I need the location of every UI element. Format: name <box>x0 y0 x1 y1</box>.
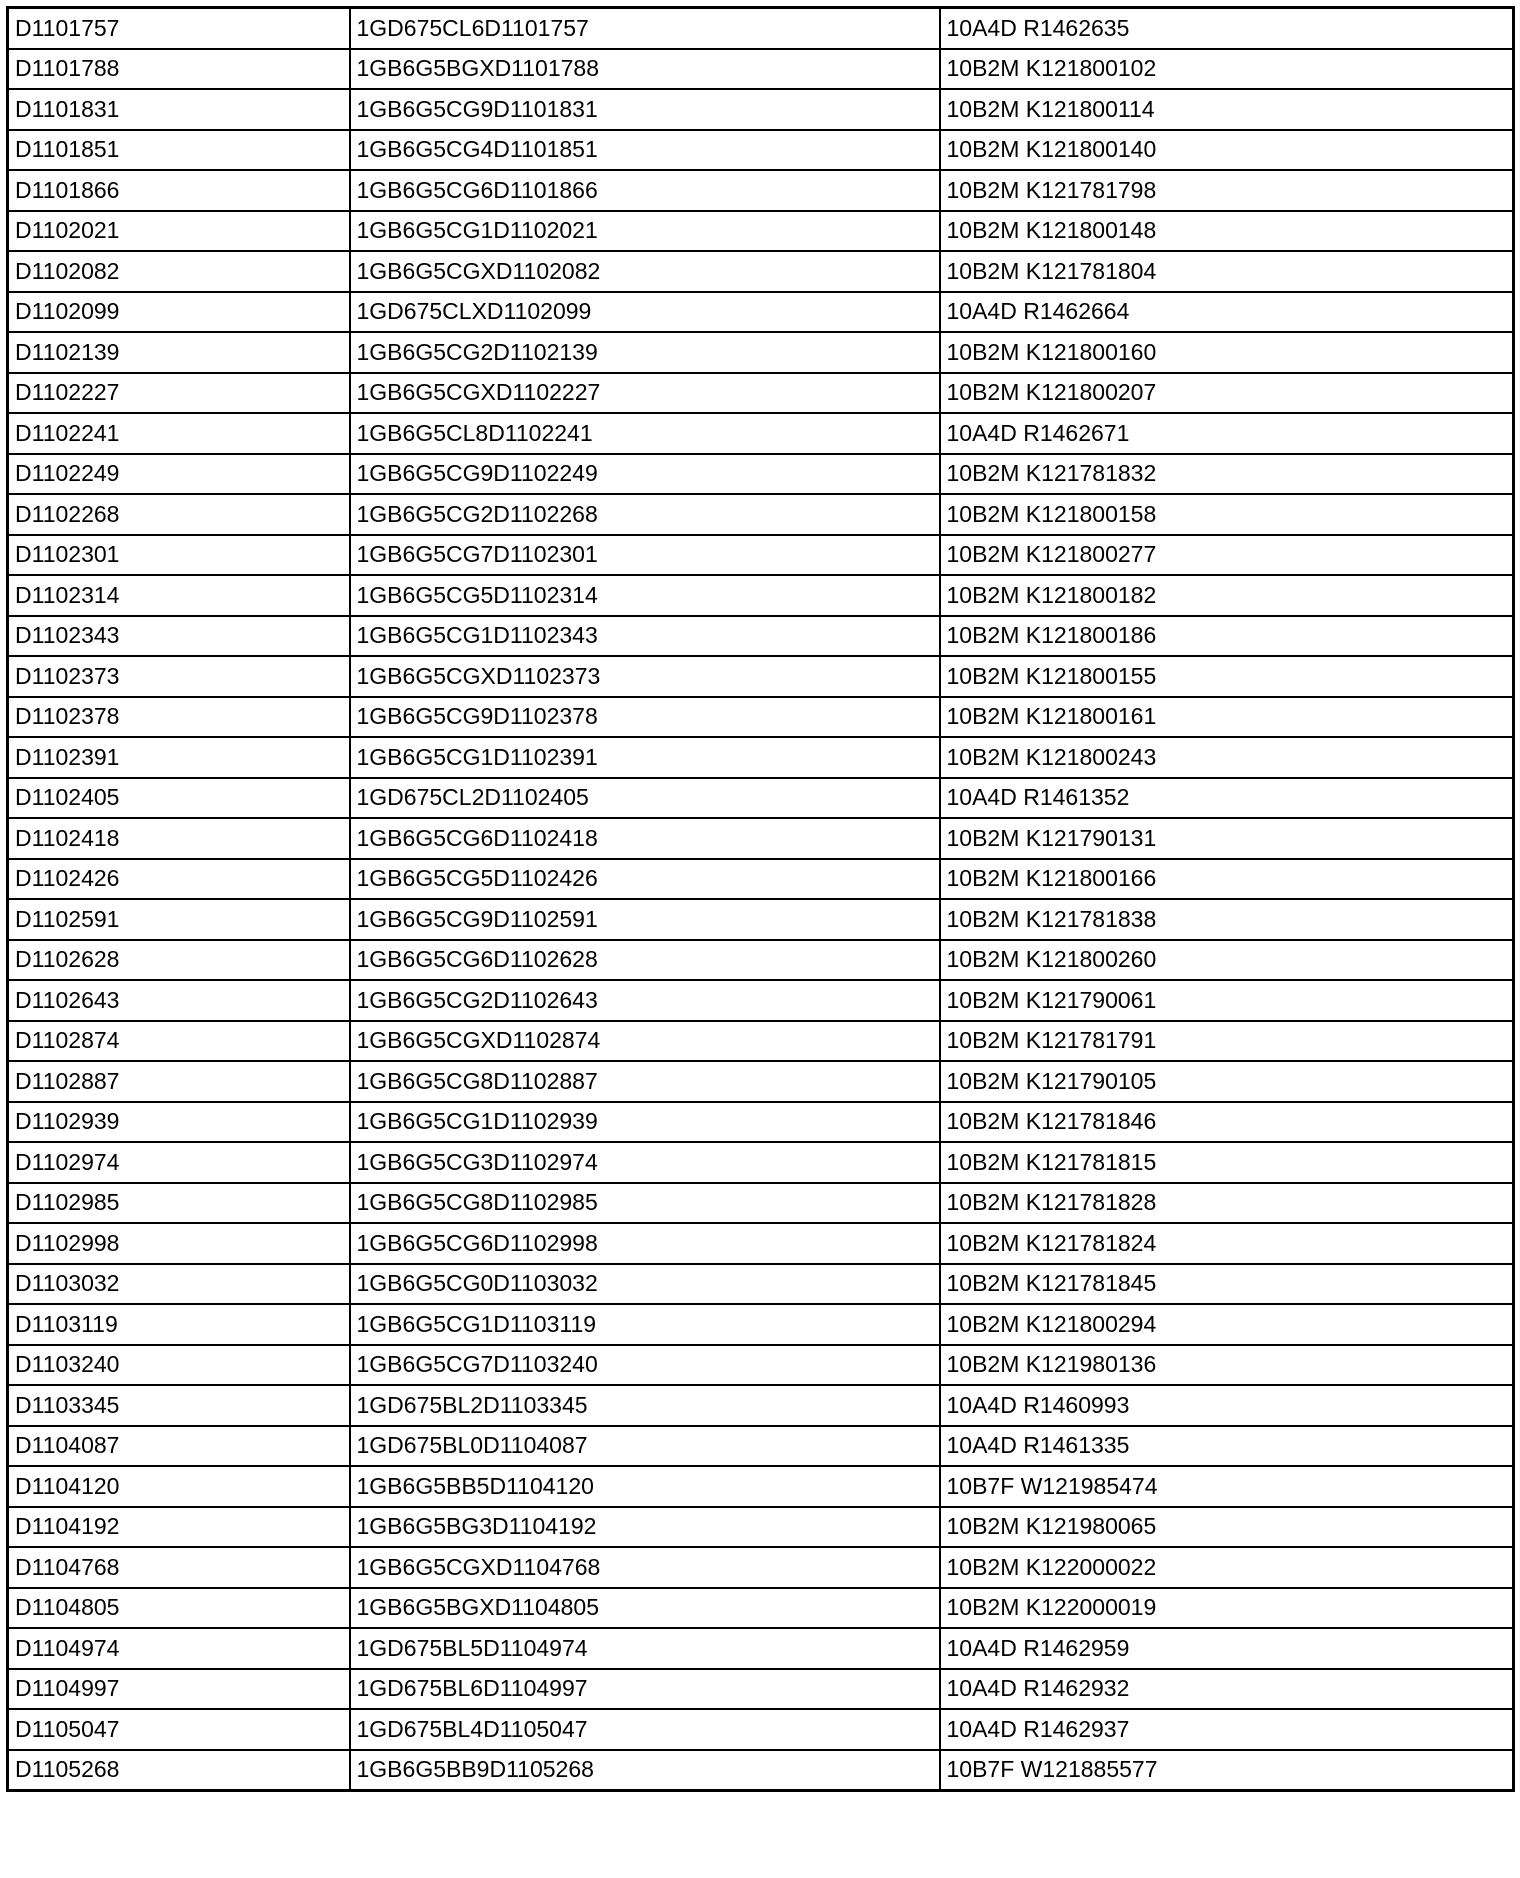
stock-number-cell: D1102998 <box>8 1223 350 1264</box>
engine-code-cell: 10B2M K122000022 <box>940 1547 1514 1588</box>
engine-code-cell: 10A4D R1461335 <box>940 1426 1514 1467</box>
stock-number-cell: D1102985 <box>8 1183 350 1224</box>
engine-code-cell: 10B2M K121800207 <box>940 373 1514 414</box>
table-row <box>8 1264 1514 1305</box>
vin-cell: 1GB6G5CG0D1103032 <box>350 1264 940 1305</box>
stock-number-cell: D1103119 <box>8 1304 350 1345</box>
engine-code-cell: 10A4D R1462664 <box>940 292 1514 333</box>
vin-cell: 1GB6G5CG7D1102301 <box>350 535 940 576</box>
stock-number-cell: D1101788 <box>8 49 350 90</box>
table-row <box>8 1669 1514 1710</box>
vin-cell: 1GB6G5CG2D1102268 <box>350 494 940 535</box>
engine-code-cell: 10B2M K121800182 <box>940 575 1514 616</box>
engine-code-cell: 10B2M K121800158 <box>940 494 1514 535</box>
vin-cell: 1GB6G5CG2D1102139 <box>350 332 940 373</box>
engine-code-cell: 10A4D R1462671 <box>940 413 1514 454</box>
stock-number-cell: D1102378 <box>8 697 350 738</box>
table-row <box>8 697 1514 738</box>
table-row <box>8 494 1514 535</box>
stock-number-cell: D1104805 <box>8 1588 350 1629</box>
engine-code-cell: 10B2M K121800161 <box>940 697 1514 738</box>
vin-cell: 1GB6G5CGXD1104768 <box>350 1547 940 1588</box>
stock-number-cell: D1104768 <box>8 1547 350 1588</box>
vin-cell: 1GB6G5BGXD1101788 <box>350 49 940 90</box>
stock-number-cell: D1104974 <box>8 1628 350 1669</box>
stock-number-cell: D1102591 <box>8 899 350 940</box>
engine-code-cell: 10B7F W121985474 <box>940 1466 1514 1507</box>
stock-number-cell: D1103032 <box>8 1264 350 1305</box>
table-row <box>8 899 1514 940</box>
engine-code-cell: 10A4D R1462932 <box>940 1669 1514 1710</box>
table-row <box>8 211 1514 252</box>
vin-cell: 1GB6G5CG9D1101831 <box>350 89 940 130</box>
engine-code-cell: 10B2M K121800148 <box>940 211 1514 252</box>
table-row <box>8 1709 1514 1750</box>
engine-code-cell: 10A4D R1462959 <box>940 1628 1514 1669</box>
table-row <box>8 575 1514 616</box>
table-row <box>8 89 1514 130</box>
table-row <box>8 332 1514 373</box>
vin-cell: 1GD675BL2D1103345 <box>350 1385 940 1426</box>
stock-number-cell: D1102314 <box>8 575 350 616</box>
stock-number-cell: D1105047 <box>8 1709 350 1750</box>
engine-code-cell: 10B2M K121781824 <box>940 1223 1514 1264</box>
table-row <box>8 778 1514 819</box>
stock-number-cell: D1102301 <box>8 535 350 576</box>
engine-code-cell: 10A4D R1461352 <box>940 778 1514 819</box>
stock-number-cell: D1101866 <box>8 170 350 211</box>
vin-cell: 1GB6G5CGXD1102227 <box>350 373 940 414</box>
vin-cell: 1GD675BL5D1104974 <box>350 1628 940 1669</box>
engine-code-cell: 10B2M K121800243 <box>940 737 1514 778</box>
vin-cell: 1GB6G5CGXD1102874 <box>350 1021 940 1062</box>
table-row <box>8 1507 1514 1548</box>
table-row <box>8 616 1514 657</box>
table-row <box>8 251 1514 292</box>
vin-cell: 1GB6G5CG5D1102426 <box>350 859 940 900</box>
engine-code-cell: 10B2M K121800277 <box>940 535 1514 576</box>
stock-number-cell: D1103345 <box>8 1385 350 1426</box>
stock-number-cell: D1102343 <box>8 616 350 657</box>
engine-code-cell: 10B2M K121800186 <box>940 616 1514 657</box>
stock-number-cell: D1104997 <box>8 1669 350 1710</box>
stock-number-cell: D1102139 <box>8 332 350 373</box>
engine-code-cell: 10B2M K121800102 <box>940 49 1514 90</box>
vin-cell: 1GB6G5CG1D1102343 <box>350 616 940 657</box>
vin-cell: 1GB6G5CG3D1102974 <box>350 1142 940 1183</box>
engine-code-cell: 10B2M K121781838 <box>940 899 1514 940</box>
stock-number-cell: D1102249 <box>8 454 350 495</box>
table-row <box>8 1547 1514 1588</box>
engine-code-cell: 10B2M K121800166 <box>940 859 1514 900</box>
table-row <box>8 1061 1514 1102</box>
table-row <box>8 1345 1514 1386</box>
table-row <box>8 413 1514 454</box>
table-row <box>8 1588 1514 1629</box>
stock-number-cell: D1102227 <box>8 373 350 414</box>
engine-code-cell: 10B2M K121781791 <box>940 1021 1514 1062</box>
vin-cell: 1GB6G5CG1D1102391 <box>350 737 940 778</box>
table-row <box>8 1304 1514 1345</box>
table-row <box>8 859 1514 900</box>
vin-cell: 1GB6G5CG7D1103240 <box>350 1345 940 1386</box>
vin-cell: 1GB6G5CG6D1101866 <box>350 170 940 211</box>
vin-cell: 1GB6G5CG9D1102249 <box>350 454 940 495</box>
stock-number-cell: D1102373 <box>8 656 350 697</box>
stock-number-cell: D1102082 <box>8 251 350 292</box>
stock-number-cell: D1101831 <box>8 89 350 130</box>
table-row <box>8 1628 1514 1669</box>
engine-code-cell: 10B2M K121800260 <box>940 940 1514 981</box>
table-row <box>8 656 1514 697</box>
engine-code-cell: 10B2M K121800140 <box>940 130 1514 171</box>
stock-number-cell: D1104192 <box>8 1507 350 1548</box>
vin-cell: 1GD675BL6D1104997 <box>350 1669 940 1710</box>
vin-cell: 1GB6G5CL8D1102241 <box>350 413 940 454</box>
engine-code-cell: 10A4D R1462937 <box>940 1709 1514 1750</box>
engine-code-cell: 10B2M K121800114 <box>940 89 1514 130</box>
table-row <box>8 292 1514 333</box>
engine-code-cell: 10B2M K121790105 <box>940 1061 1514 1102</box>
vin-cell: 1GB6G5CG6D1102998 <box>350 1223 940 1264</box>
vin-cell: 1GB6G5CG8D1102985 <box>350 1183 940 1224</box>
engine-code-cell: 10B2M K121800294 <box>940 1304 1514 1345</box>
engine-code-cell: 10B2M K121790131 <box>940 818 1514 859</box>
stock-number-cell: D1102418 <box>8 818 350 859</box>
vin-cell: 1GD675CLXD1102099 <box>350 292 940 333</box>
vehicle-data-table <box>6 6 1515 1792</box>
engine-code-cell: 10B2M K121781846 <box>940 1102 1514 1143</box>
table-row <box>8 1021 1514 1062</box>
table-row <box>8 940 1514 981</box>
vin-cell: 1GD675BL0D1104087 <box>350 1426 940 1467</box>
stock-number-cell: D1104087 <box>8 1426 350 1467</box>
table-row <box>8 454 1514 495</box>
engine-code-cell: 10B2M K121800155 <box>940 656 1514 697</box>
vin-cell: 1GB6G5CG1D1103119 <box>350 1304 940 1345</box>
vin-cell: 1GB6G5CG8D1102887 <box>350 1061 940 1102</box>
engine-code-cell: 10B2M K121781832 <box>940 454 1514 495</box>
stock-number-cell: D1102405 <box>8 778 350 819</box>
engine-code-cell: 10B2M K121781798 <box>940 170 1514 211</box>
stock-number-cell: D1102099 <box>8 292 350 333</box>
vin-cell: 1GB6G5CG5D1102314 <box>350 575 940 616</box>
vin-cell: 1GB6G5CG4D1101851 <box>350 130 940 171</box>
vin-cell: 1GB6G5CG6D1102418 <box>350 818 940 859</box>
engine-code-cell: 10B2M K121980065 <box>940 1507 1514 1548</box>
engine-code-cell: 10B2M K121781815 <box>940 1142 1514 1183</box>
engine-code-cell: 10B2M K122000019 <box>940 1588 1514 1629</box>
table-row <box>8 818 1514 859</box>
table-row <box>8 8 1514 49</box>
engine-code-cell: 10B2M K121781845 <box>940 1264 1514 1305</box>
table-row <box>8 49 1514 90</box>
vin-cell: 1GB6G5CG6D1102628 <box>350 940 940 981</box>
table-row <box>8 1142 1514 1183</box>
table-row <box>8 1102 1514 1143</box>
stock-number-cell: D1102391 <box>8 737 350 778</box>
stock-number-cell: D1102874 <box>8 1021 350 1062</box>
stock-number-cell: D1103240 <box>8 1345 350 1386</box>
engine-code-cell: 10B2M K121980136 <box>940 1345 1514 1386</box>
engine-code-cell: 10B2M K121781804 <box>940 251 1514 292</box>
table-row <box>8 170 1514 211</box>
stock-number-cell: D1102939 <box>8 1102 350 1143</box>
table-row <box>8 1426 1514 1467</box>
table-row <box>8 1750 1514 1791</box>
engine-code-cell: 10B2M K121800160 <box>940 332 1514 373</box>
table-row <box>8 373 1514 414</box>
stock-number-cell: D1104120 <box>8 1466 350 1507</box>
engine-code-cell: 10B2M K121781828 <box>940 1183 1514 1224</box>
table-row <box>8 1385 1514 1426</box>
stock-number-cell: D1105268 <box>8 1750 350 1791</box>
engine-code-cell: 10B7F W121885577 <box>940 1750 1514 1791</box>
engine-code-cell: 10A4D R1460993 <box>940 1385 1514 1426</box>
engine-code-cell: 10B2M K121790061 <box>940 980 1514 1021</box>
stock-number-cell: D1102021 <box>8 211 350 252</box>
table-row <box>8 1223 1514 1264</box>
stock-number-cell: D1102241 <box>8 413 350 454</box>
stock-number-cell: D1102426 <box>8 859 350 900</box>
vin-cell: 1GB6G5BGXD1104805 <box>350 1588 940 1629</box>
stock-number-cell: D1102268 <box>8 494 350 535</box>
stock-number-cell: D1102974 <box>8 1142 350 1183</box>
vin-cell: 1GB6G5CG9D1102591 <box>350 899 940 940</box>
vin-cell: 1GB6G5CGXD1102082 <box>350 251 940 292</box>
table-row <box>8 980 1514 1021</box>
vin-cell: 1GD675CL2D1102405 <box>350 778 940 819</box>
table-row <box>8 130 1514 171</box>
vin-cell: 1GB6G5BB9D1105268 <box>350 1750 940 1791</box>
table-row <box>8 737 1514 778</box>
vin-cell: 1GD675CL6D1101757 <box>350 8 940 49</box>
vin-cell: 1GD675BL4D1105047 <box>350 1709 940 1750</box>
stock-number-cell: D1101757 <box>8 8 350 49</box>
stock-number-cell: D1101851 <box>8 130 350 171</box>
table-body <box>8 8 1514 1791</box>
vin-cell: 1GB6G5CGXD1102373 <box>350 656 940 697</box>
stock-number-cell: D1102628 <box>8 940 350 981</box>
vin-cell: 1GB6G5CG1D1102939 <box>350 1102 940 1143</box>
engine-code-cell: 10A4D R1462635 <box>940 8 1514 49</box>
vin-cell: 1GB6G5BG3D1104192 <box>350 1507 940 1548</box>
stock-number-cell: D1102887 <box>8 1061 350 1102</box>
table-row <box>8 535 1514 576</box>
vin-cell: 1GB6G5CG1D1102021 <box>350 211 940 252</box>
vin-cell: 1GB6G5BB5D1104120 <box>350 1466 940 1507</box>
vin-cell: 1GB6G5CG9D1102378 <box>350 697 940 738</box>
table-row <box>8 1466 1514 1507</box>
stock-number-cell: D1102643 <box>8 980 350 1021</box>
table-row <box>8 1183 1514 1224</box>
vin-cell: 1GB6G5CG2D1102643 <box>350 980 940 1021</box>
